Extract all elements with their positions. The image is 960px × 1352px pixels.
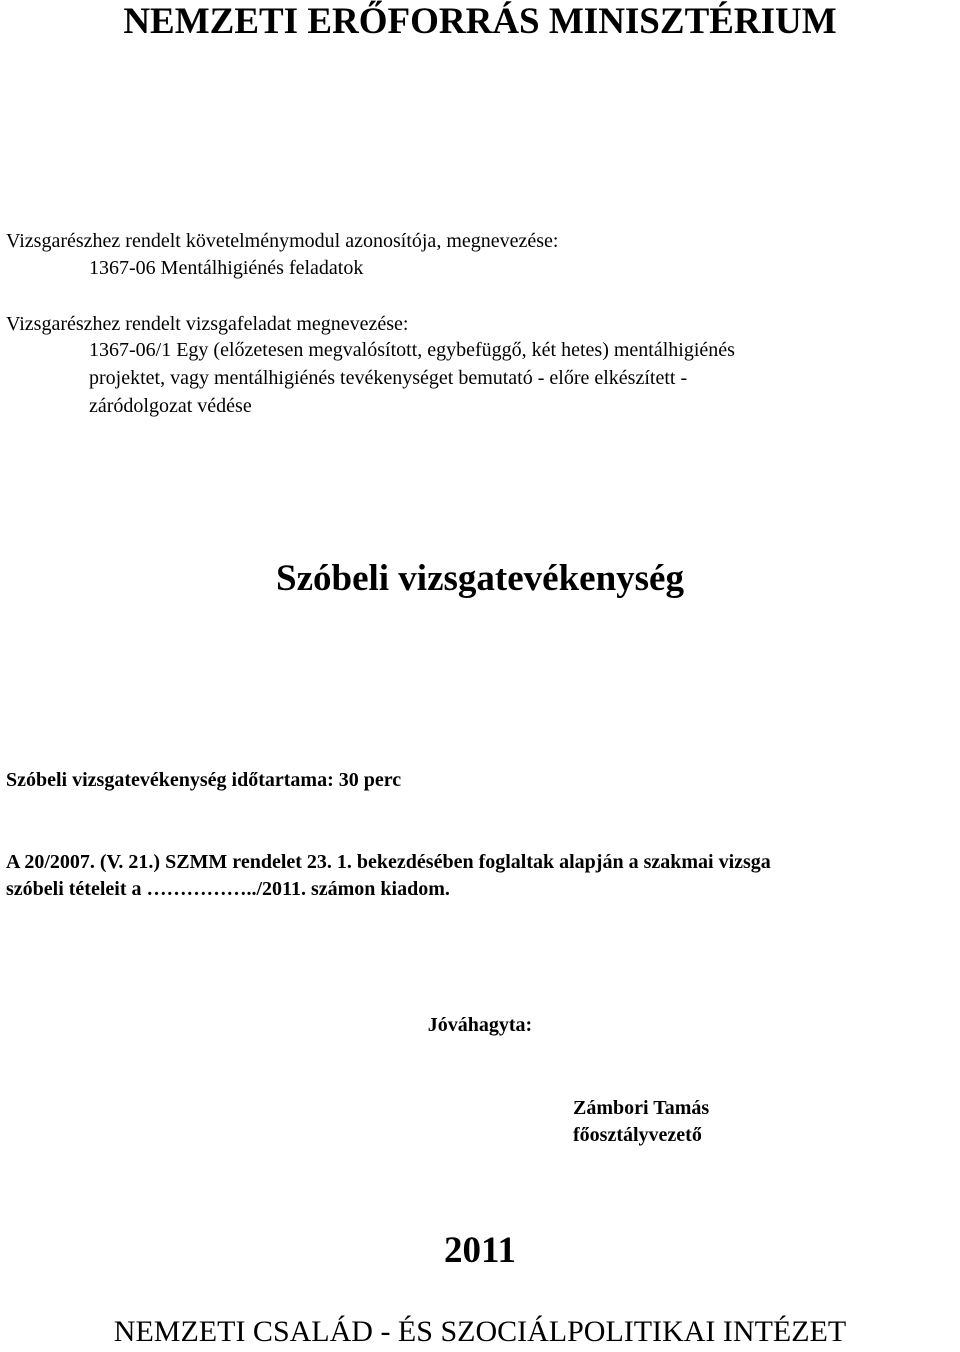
task-label: Vizsgarészhez rendelt vizsgafeladat megnevezése: [6, 313, 409, 335]
signer-name: Zámbori Tamás [573, 1097, 710, 1119]
task-line: projektet, vagy mentálhigiénés tevékenységet bemutató - előre elkészített - [89, 367, 688, 389]
oral-exam-heading: Szóbeli vizsgatevékenység [276, 558, 684, 599]
module-label: Vizsgarészhez rendelt követelménymodul azonosítója, megnevezése: [6, 230, 559, 252]
document-year: 2011 [444, 1230, 516, 1271]
decree-text-line: szóbeli tételeit a ……………../2011. számon kiadom. [6, 878, 450, 900]
institute-name: NEMZETI CSALÁD - ÉS SZOCIÁLPOLITIKAI INTÉZET [113, 1315, 847, 1348]
task-line: záródolgozat védése [89, 395, 252, 417]
ministry-title: NEMZETI ERŐFORRÁS MINISZTÉRIUM [123, 1, 837, 42]
decree-text-line: A 20/2007. (V. 21.) SZMM rendelet 23. 1. bekezdésében foglaltak alapján a szakmai vizsga [6, 851, 771, 873]
module-value: 1367-06 Mentálhigiénés feladatok [89, 257, 364, 279]
task-line: 1367-06/1 Egy (előzetesen megvalósított, egybefüggő, két hetes) mentálhigiénés [89, 339, 735, 361]
approved-by-label: Jóváhagyta: [427, 1014, 533, 1036]
signer-title: főosztályvezető [573, 1124, 702, 1146]
exam-duration: Szóbeli vizsgatevékenység időtartama: 30 perc [6, 769, 402, 791]
